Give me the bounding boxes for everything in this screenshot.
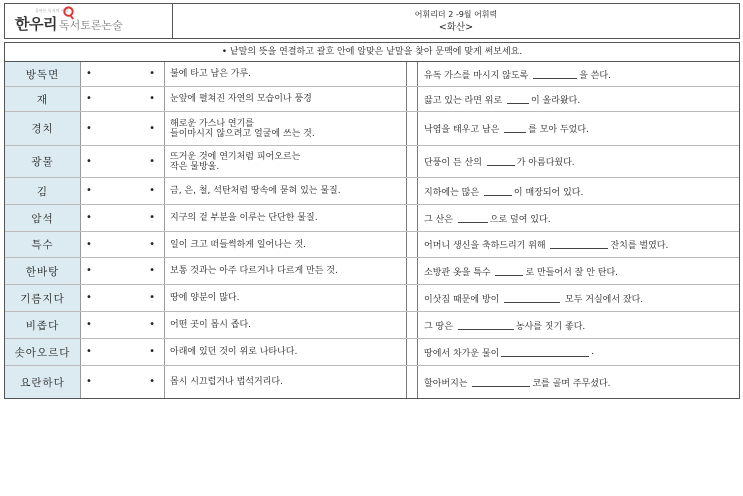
sentence-before: 그 땅은 xyxy=(424,321,456,332)
sentence-before: 어머니 생신을 축하드리기 위해 xyxy=(424,241,549,251)
vocab-word: 요란하다 xyxy=(5,366,81,398)
vocab-word: 한바탕 xyxy=(5,258,81,284)
answer-blank[interactable] xyxy=(507,95,529,104)
match-dots xyxy=(81,366,165,398)
fill-in-sentence xyxy=(418,62,739,86)
vocab-word: 특수 xyxy=(5,232,81,257)
match-dot-left[interactable]: • xyxy=(86,92,92,104)
match-dot-right[interactable]: • xyxy=(149,122,155,134)
vocab-word: 방독면 xyxy=(5,62,81,86)
match-dot-left[interactable]: • xyxy=(86,264,92,276)
match-dot-right[interactable]: • xyxy=(149,184,155,196)
table-row xyxy=(5,87,739,112)
fill-in-sentence xyxy=(418,339,739,365)
table-row xyxy=(5,258,739,285)
sentence-before: 단풍이 든 산의 xyxy=(424,158,485,168)
page-subtitle: <화산> xyxy=(438,22,474,33)
sentence-after: 이 매장되어 있다. xyxy=(513,187,584,198)
match-dots xyxy=(81,62,165,86)
instruction: • 낱말의 뜻을 연결하고 괄호 안에 알맞은 낱말을 찾아 문맥에 맞게 써보세요. xyxy=(5,43,739,62)
fill-in-sentence xyxy=(418,205,739,231)
word-meaning: 아래에 있던 것이 위로 나타나다. xyxy=(165,339,407,365)
column-gap xyxy=(407,285,418,311)
answer-blank[interactable] xyxy=(484,187,512,196)
sentence-after: 모두 거실에서 잤다. xyxy=(562,294,644,305)
sentence-after: 을 쓴다. xyxy=(579,70,611,81)
fill-in-sentence xyxy=(418,146,739,177)
sentence-before: 낙엽을 태우고 남은 xyxy=(424,125,503,135)
table-row xyxy=(5,366,739,398)
match-dot-left[interactable]: • xyxy=(86,67,92,79)
match-dot-left[interactable]: • xyxy=(86,291,92,303)
column-gap xyxy=(407,112,418,145)
column-gap xyxy=(407,258,418,284)
word-meaning: 몹시 시끄럽거나 법석거리다. xyxy=(165,366,407,398)
logo-subtitle: 독서토론논술 xyxy=(58,19,123,32)
fill-in-sentence xyxy=(418,178,739,204)
vocab-word: 기름지다 xyxy=(5,285,81,311)
word-meaning: 일이 크고 떠들썩하게 일어나는 것. xyxy=(165,232,407,257)
match-dots xyxy=(81,232,165,257)
table-row xyxy=(5,205,739,232)
answer-blank[interactable] xyxy=(550,240,608,249)
match-dot-left[interactable]: • xyxy=(86,318,92,330)
column-gap xyxy=(407,366,418,398)
answer-blank[interactable] xyxy=(501,348,589,357)
answer-blank[interactable] xyxy=(458,321,514,330)
column-gap xyxy=(407,178,418,204)
match-dot-left[interactable]: • xyxy=(86,238,92,250)
logo-mark-icon xyxy=(62,6,75,20)
fill-in-sentence xyxy=(418,285,739,311)
sentence-after: 이 올라왔다. xyxy=(531,95,581,106)
match-dots xyxy=(81,205,165,231)
vocabulary-table xyxy=(4,42,740,399)
table-row xyxy=(5,112,739,146)
sentence-before: 유독 가스를 마시지 않도록 xyxy=(424,70,532,81)
sentence-before: 끓고 있는 라면 위로 xyxy=(424,95,505,106)
sentence-after: 잔치를 벌였다. xyxy=(610,241,669,251)
column-gap xyxy=(407,232,418,257)
fill-in-sentence xyxy=(418,366,739,398)
word-meaning: 지구의 겉 부분을 이루는 단단한 물질. xyxy=(165,205,407,231)
match-dots xyxy=(81,339,165,365)
table-row xyxy=(5,312,739,339)
worksheet xyxy=(4,3,740,399)
vocab-word: 비좁다 xyxy=(5,312,81,338)
sentence-after: 농사를 짓기 좋다. xyxy=(515,321,586,332)
match-dot-left[interactable]: • xyxy=(86,345,92,357)
sentence-after: . xyxy=(591,347,595,357)
fill-in-sentence xyxy=(418,312,739,338)
logo xyxy=(5,4,173,38)
table-row xyxy=(5,146,739,178)
fill-in-sentence xyxy=(418,232,739,257)
match-dot-right[interactable]: • xyxy=(149,345,155,357)
word-meaning: 불에 타고 남은 가루. xyxy=(165,62,407,86)
match-dots xyxy=(81,112,165,145)
word-meaning: 땅에 양분이 많다. xyxy=(165,285,407,311)
table-body xyxy=(5,62,739,398)
match-dots xyxy=(81,178,165,204)
sentence-before: 할아버지는 xyxy=(424,378,471,389)
sentence-before: 지하에는 많은 xyxy=(424,187,482,198)
column-gap xyxy=(407,339,418,365)
match-dots xyxy=(81,87,165,111)
match-dot-right[interactable]: • xyxy=(149,67,155,79)
vocab-word: 경치 xyxy=(5,112,81,145)
worksheet-header xyxy=(4,3,740,39)
answer-blank[interactable] xyxy=(504,124,526,133)
match-dot-left[interactable]: • xyxy=(86,375,92,387)
match-dot-right[interactable]: • xyxy=(149,264,155,276)
table-row xyxy=(5,285,739,312)
vocab-word: 솟아오르다 xyxy=(5,339,81,365)
match-dot-right[interactable]: • xyxy=(149,375,155,387)
sentence-after: 으로 덮여 있다. xyxy=(489,214,551,225)
vocab-word: 광물 xyxy=(5,146,81,177)
answer-blank[interactable] xyxy=(487,157,515,166)
word-meaning: 해로운 가스나 연기를 들이마시지 않으려고 얼굴에 쓰는 것. xyxy=(165,112,407,145)
logo-tagline: 올바른 독서의 시작 xyxy=(35,8,69,13)
column-gap xyxy=(407,205,418,231)
match-dot-left[interactable]: • xyxy=(86,122,92,134)
logo-name: 한우리 xyxy=(15,15,57,33)
match-dot-left[interactable]: • xyxy=(86,184,92,196)
table-row xyxy=(5,339,739,366)
answer-blank[interactable] xyxy=(504,294,560,303)
match-dot-right[interactable]: • xyxy=(149,155,155,167)
match-dot-right[interactable]: • xyxy=(149,92,155,104)
fill-in-sentence xyxy=(418,87,739,111)
sentence-before: 그 산은 xyxy=(424,214,456,225)
word-meaning: 눈앞에 펼쳐진 자연의 모습이나 풍경 xyxy=(165,87,407,111)
match-dots xyxy=(81,258,165,284)
fill-in-sentence xyxy=(418,112,739,145)
sentence-before: 땅에서 차가운 물이 xyxy=(424,348,500,359)
match-dots xyxy=(81,146,165,177)
match-dot-right[interactable]: • xyxy=(149,291,155,303)
column-gap xyxy=(407,146,418,177)
match-dot-right[interactable]: • xyxy=(149,238,155,250)
sentence-after: 코를 골며 주무셨다. xyxy=(532,378,611,389)
sentence-after: 를 모아 두었다. xyxy=(528,125,589,135)
answer-blank[interactable] xyxy=(458,214,488,223)
sentence-after: 가 아름다웠다. xyxy=(516,158,575,168)
word-meaning: 보통 것과는 아주 다르거나 다르게 만든 것. xyxy=(165,258,407,284)
sentence-before: 이삿짐 때문에 방이 xyxy=(424,294,503,305)
column-gap xyxy=(407,62,418,86)
answer-blank[interactable] xyxy=(472,378,530,387)
vocab-word: 재 xyxy=(5,87,81,111)
page-title: 어휘리더 2 -9월 어휘력 xyxy=(414,10,498,19)
table-row xyxy=(5,232,739,258)
vocab-word: 암석 xyxy=(5,205,81,231)
vocab-word: 김 xyxy=(5,178,81,204)
title-block xyxy=(173,4,739,38)
word-meaning: 어떤 곳이 몹시 좁다. xyxy=(165,312,407,338)
sentence-after: 로 만들어서 잘 안 탄다. xyxy=(525,267,619,278)
column-gap xyxy=(407,87,418,111)
sentence-before: 소방관 옷을 특수 xyxy=(424,267,494,278)
word-meaning: 뜨거운 것에 연기처럼 피어오르는 작은 물방울. xyxy=(165,146,407,177)
match-dots xyxy=(81,312,165,338)
match-dots xyxy=(81,285,165,311)
match-dot-right[interactable]: • xyxy=(149,318,155,330)
answer-blank[interactable] xyxy=(495,267,523,276)
match-dot-left[interactable]: • xyxy=(86,211,92,223)
table-row xyxy=(5,178,739,205)
column-gap xyxy=(407,312,418,338)
answer-blank[interactable] xyxy=(533,70,577,79)
match-dot-left[interactable]: • xyxy=(86,155,92,167)
word-meaning: 금, 은, 철, 석탄처럼 땅속에 묻혀 있는 물질. xyxy=(165,178,407,204)
match-dot-right[interactable]: • xyxy=(149,211,155,223)
fill-in-sentence xyxy=(418,258,739,284)
table-row xyxy=(5,62,739,87)
